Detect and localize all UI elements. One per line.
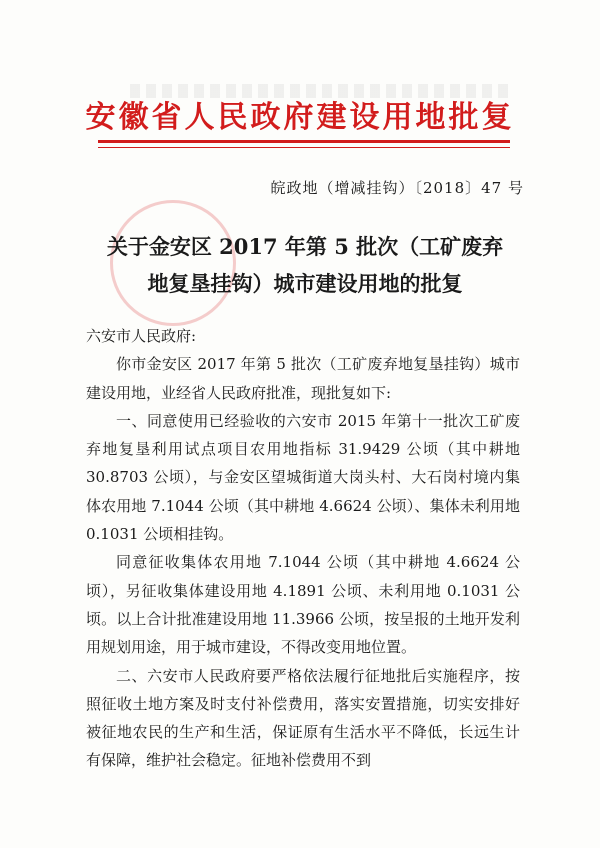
body-paragraph: 二、六安市人民政府要严格依法履行征地批后实施程序，按照征收土地方案及时支付补偿费用，落实安置措施，切实安排好被征地农民的生产和生活，保证原有生活水平不降低，长远生计有保障，维护社会稳定。征地补偿费用不到 xyxy=(86,666,520,770)
title-line-2: 地复垦挂钩）城市建设用地的批复 xyxy=(147,271,463,296)
document-body xyxy=(86,322,520,775)
document-title xyxy=(80,228,530,302)
issuer-header-title: 安徽省人民政府建设用地批复 xyxy=(85,100,515,135)
body-paragraph: 同意征收集体农用地 7.1044 公顷（其中耕地 4.6624 公顷），另征收集体建设用地 4.1891 公顷、未利用地 0.1031 公顷。以上合计批准建设用地 11.3966 公顷，按呈报的土地开发利用规划用途，用于城市建设，不得改变用地位置。 xyxy=(86,553,520,657)
red-divider-line-thin xyxy=(98,147,510,148)
title-line-1: 关于金安区 2017 年第 5 批次（工矿废弃 xyxy=(106,234,504,259)
salutation: 六安市人民政府: xyxy=(86,327,197,345)
red-divider-line xyxy=(98,140,510,143)
body-paragraph: 你市金安区 2017 年第 5 批次（工矿废弃地复垦挂钩）城市建设用地，业经省人民政府批准，现批复如下: xyxy=(86,355,520,402)
document-number: 皖政地（增减挂钩）〔2018〕47 号 xyxy=(270,179,524,197)
body-paragraph: 一、同意使用已经验收的六安市 2015 年第十一批次工矿废弃地复垦利用试点项目农用地指标 31.9429 公顷（其中耕地 30.8703 公顷），与金安区望城街道大岗头村、大石岗村境内集体农用地 7.1044 公顷（其中耕地 4.6624 公顷）、集体未利用地 0.1031 公顷相挂钩。 xyxy=(86,411,520,544)
